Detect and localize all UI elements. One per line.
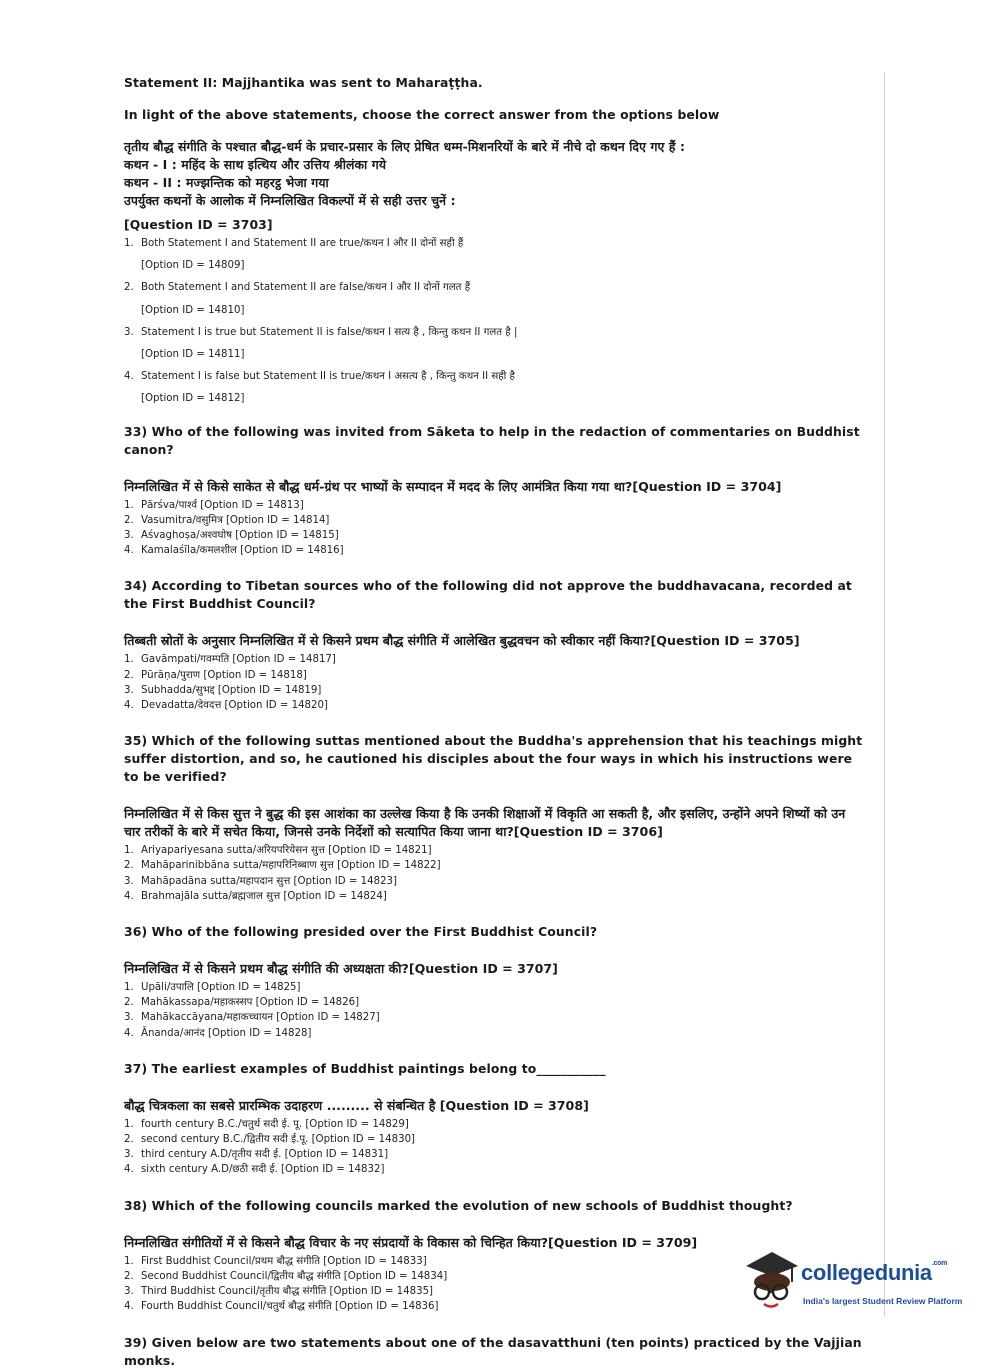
question-36-en: 36) Who of the following presided over the First Buddhist Council? <box>124 924 598 940</box>
option-list <box>124 980 864 1041</box>
option-item[interactable]: 2. Mahāparinibbāna sutta/महापरिनिब्बाण सुत्त [Option ID = 14822] <box>124 860 441 872</box>
option-item[interactable]: 3. Subhadda/सुभद्द [Option ID = 14819] <box>124 684 322 696</box>
question-38-en: 38) Which of the following councils marked the evolution of new schools of Buddhist thought? <box>124 1197 793 1213</box>
hindi-line: कथन - II : मज्झन्तिक को महरट्ठ भेजा गया <box>124 175 329 190</box>
question-37-en: 37) The earliest examples of Buddhist paintings belong to___________ <box>124 1060 606 1076</box>
option-list <box>124 652 864 713</box>
exam-content <box>124 66 864 1370</box>
option-item[interactable]: 4. Brahmajāla sutta/ब्रह्मजाल सुत्त [Option ID = 14824] <box>124 890 387 902</box>
option-item[interactable]: 4. Fourth Buddhist Council/चतुर्थ बौद्ध संगीति [Option ID = 14836] <box>124 1301 439 1313</box>
page-right-rule <box>884 72 885 1317</box>
option-item[interactable]: 2. Pūrāṇa/पुराण [Option ID = 14818] <box>124 669 307 681</box>
option-list <box>124 843 864 904</box>
mascot-icon <box>740 1248 804 1314</box>
hindi-line: उपर्युक्त कथनों के आलोक में निम्नलिखित विकल्पों में से सही उत्तर चुनें : <box>124 193 456 208</box>
collegedunia-logo[interactable] <box>740 1248 970 1316</box>
option-item[interactable]: 4. sixth century A.D/छठी सदी ई. [Option ID = 14832] <box>124 1164 385 1176</box>
question-36-hi: निम्नलिखित में से किसने प्रथम बौद्ध संगीति की अध्यक्षता की?[Question ID = 3707] <box>124 961 558 977</box>
option-item[interactable]: 1. Ariyapariyesana sutta/अरियपरियेसन सुत्त [Option ID = 14821] <box>124 845 432 857</box>
option-item[interactable]: 1. Gavāmpati/गवम्पति [Option ID = 14817] <box>124 654 336 666</box>
question-38-hi: निम्नलिखित संगीतियों में से किसने बौद्ध विचार के नए संप्रदायों के विकास को चिन्हित किया?[Question ID = 3709] <box>124 1234 698 1250</box>
option-item[interactable]: 3. third century A.D/तृतीय सदी ई. [Option ID = 14831] <box>124 1149 389 1161</box>
hindi-intro <box>124 138 864 210</box>
logo-wordmark: collegedunia$^{.com}$ <box>801 1260 948 1285</box>
question-39-en: 39) Given below are two statements about one of the dasavatthuni (ten points) practiced by the Vajjian monks. <box>124 1334 862 1368</box>
question-34-en: 34) According to Tibetan sources who of the following did not approve the buddhavacana, recorded at the First Buddhist Council? <box>124 578 852 612</box>
option-item[interactable]: 4. Devadatta/देवदत्त [Option ID = 14820] <box>124 700 328 712</box>
option-item[interactable]: 3. Statement I is true but Statement II is false/कथन I सत्य है , किन्तु कथन II गलत है | [Option ID = 14811] <box>124 326 518 361</box>
option-item[interactable]: 4. Kamalaśīla/कमलशील [Option ID = 14816] <box>124 545 344 557</box>
option-list <box>124 236 864 407</box>
question-33-hi: निम्नलिखित में से किसे साकेत से बौद्ध धर्म-ग्रंथ पर भाष्यों के सम्पादन में मदद के लिए आमंत्रित किया गया था?[Question ID = 3704] <box>124 478 782 494</box>
option-item[interactable]: 2. Both Statement I and Statement II are false/कथन I और II दोनों गलत हैं [Option ID = 14810] <box>124 282 471 316</box>
option-item[interactable]: 1. fourth century B.C./चतुर्थ सदी ई. पू. [Option ID = 14829] <box>124 1118 409 1130</box>
option-item[interactable]: 1. Pārśva/पार्श्व [Option ID = 14813] <box>124 499 304 511</box>
option-list <box>124 498 864 559</box>
option-item[interactable]: 1. First Buddhist Council/प्रथम बौद्ध संगीति [Option ID = 14833] <box>124 1255 427 1267</box>
question-37-hi: बौद्ध चित्रकला का सबसे प्रारम्भिक उदाहरण ......... से संबन्धित है [Question ID = 3708] <box>124 1097 589 1113</box>
option-item[interactable]: 3. Mahākaccāyana/महाकच्चायन [Option ID = 14827] <box>124 1012 380 1024</box>
hindi-line: कथन - I : महिंद के साथ इत्थिय और उत्तिय श्रीलंका गये <box>124 157 387 172</box>
logo-tagline: India's largest Student Review Platform <box>803 1296 963 1306</box>
option-item[interactable]: 2. Vasumitra/वसुमित्र [Option ID = 14814] <box>124 514 330 526</box>
option-item[interactable]: 1. Upāli/उपालि [Option ID = 14825] <box>124 982 301 994</box>
option-item[interactable]: 1. Both Statement I and Statement II are true/कथन I और II दोनों सही हैं [Option ID = 14809] <box>124 238 464 272</box>
option-item[interactable]: 3. Third Buddhist Council/तृतीय बौद्ध संगीति [Option ID = 14835] <box>124 1286 434 1298</box>
question-35-hi: निम्नलिखित में से किस सुत्त ने बुद्ध की इस आशंका का उल्लेख किया है कि उनकी शिक्षाओं में विकृति आ सकती है, और इसलिए, उन्होंने अपने शिष्यों को उन चार तरीकों के बारे में सचेत किया, जिनसे उनके निर्देशों को सत्यापित किया जाना था?[Question ID = 3706] <box>124 806 846 840</box>
option-item[interactable]: 3. Mahāpadāna sutta/महापदान सुत्त [Option ID = 14823] <box>124 875 398 887</box>
hindi-line: तृतीय बौद्ध संगीति के पश्चात बौद्ध-धर्म के प्रचार-प्रसार के लिए प्रेषित धम्म-मिशनरियों के बारे में नीचे दो कथन दिए गए हैं : <box>124 139 686 154</box>
question-33-en: 33) Who of the following was invited from Sāketa to help in the redaction of commentaries on Buddhist canon? <box>124 423 860 457</box>
option-item[interactable]: 4. Ānanda/आनंद [Option ID = 14828] <box>124 1027 312 1039</box>
option-item[interactable]: 3. Aśvaghoṣa/अश्वघोष [Option ID = 14815] <box>124 530 339 542</box>
question-35-en: 35) Which of the following suttas mentioned about the Buddha's apprehension that his teachings might suffer distortion, and so, he cautioned his disciples about the four ways in which his instructions were to be verified? <box>124 733 863 785</box>
option-item[interactable]: 2. Second Buddhist Council/द्वितीय बौद्ध संगीति [Option ID = 14834] <box>124 1270 448 1282</box>
question-id: [Question ID = 3703] <box>124 217 273 232</box>
option-list <box>124 1117 864 1178</box>
option-item[interactable]: 2. Mahākassapa/महाकस्सप [Option ID = 14826] <box>124 997 360 1009</box>
statement-2: Statement II: Majjhantika was sent to Maharaṭṭha. <box>124 75 483 90</box>
option-item[interactable]: 2. second century B.C./द्वितीय सदी ई.पू. [Option ID = 14830] <box>124 1134 416 1146</box>
instruction: In light of the above statements, choose the correct answer from the options below <box>124 107 720 122</box>
question-34-hi: तिब्बती स्रोतों के अनुसार निम्नलिखित में से किसने प्रथम बौद्ध संगीति में आलेखित बुद्धवचन को स्वीकार नहीं किया?[Question ID = 3705] <box>124 633 800 649</box>
option-item[interactable]: 4. Statement I is false but Statement II is true/कथन I असत्य है , किन्तु कथन II सही है [Option ID = 14812] <box>124 371 515 405</box>
